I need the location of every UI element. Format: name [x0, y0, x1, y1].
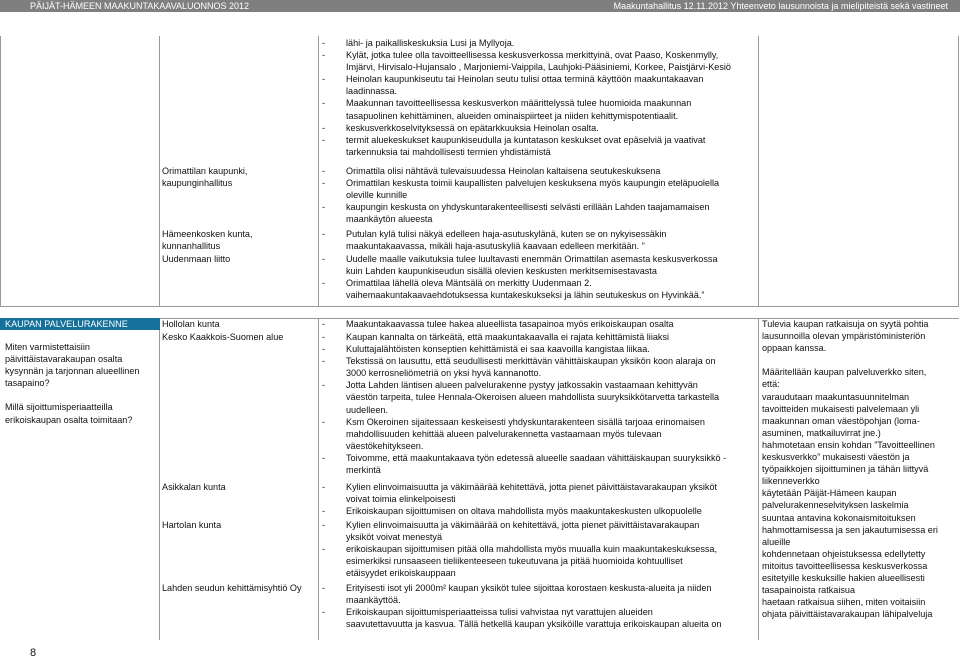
comment-line: - Orimattilan keskusta toimii kaupallisten palvelujen keskuksena myös kaupungin eteläpuolella: [320, 177, 719, 189]
comment-line: - lähi- ja paikalliskeskuksia Lusi ja Myllyoja.: [320, 37, 731, 49]
source-orimattila: [162, 165, 247, 189]
comment-line: - Maakunnan tavoitteellisessa keskusverkon määrittelyssä tulee huomioida maakunnan: [320, 97, 731, 109]
source-kesko: [162, 331, 283, 343]
comment-line: maankäyttöä.: [346, 595, 401, 606]
comment-hartola: [320, 519, 717, 579]
section-questions: [5, 341, 139, 426]
response-line: palvelurakenneselvityksen laskelmia: [762, 500, 909, 511]
response-line: ohjata päivittäistavarakaupan lähipalveluja: [762, 609, 933, 620]
response-line: että:: [762, 379, 780, 390]
question-line: Millä sijoittumisperiaatteilla: [5, 402, 113, 413]
response-line: oppaan kanssa.: [762, 343, 827, 354]
response-line: esitetyille keskuksille hakien alueellisesti: [762, 572, 925, 583]
response-text: [762, 318, 938, 620]
comment-line: - termit aluekeskukset kaupunkiseudulla ja kuntatason keskukset ovat epäselviä ja vaativat: [320, 134, 731, 146]
header-left: PÄIJÄT-HÄMEEN MAAKUNTAKAAVALUONNOS 2012: [30, 1, 250, 11]
comment-asikkala: [320, 481, 717, 517]
comment-line: - Toivomme, että maakuntakaava työn edetessä alueelle saadaan vähittäiskaupan suuryksikkö -: [320, 452, 726, 464]
response-line: varaudutaan maakuntasuunnitelman: [762, 391, 910, 402]
comment-kesko: [320, 331, 726, 476]
question-line: erikoiskaupan osalta toimitaan?: [5, 414, 133, 425]
comment-line: merkintä: [346, 465, 381, 476]
comment-line: - Erikoiskaupan sijoittumisen on oltava mahdollista myös maakuntakeskusten ulkopuolelle: [320, 505, 717, 517]
comment-hameenkoski: [320, 228, 667, 252]
page-number: 8: [30, 647, 37, 659]
comment-line: maankäytön alueesta: [346, 214, 433, 225]
source-line: Hämeenkosken kunta,: [162, 229, 253, 239]
table-divider-2b: [318, 318, 319, 640]
question-line: [5, 389, 139, 401]
response-line: tavoitteiden mukaisesti palvelemaan yli: [762, 403, 920, 414]
source-line: Hollolan kunta: [162, 319, 220, 329]
comment-hollola: [320, 318, 674, 330]
table-divider-3: [758, 36, 759, 306]
source-uusimaa: [162, 253, 230, 265]
continued-comment-lines: [320, 37, 731, 158]
comment-line: saavutettavuutta ja kasvua. Tällä hetkellä kaupan yksiköille varattuja erikoiskaupan alueita on: [346, 619, 722, 630]
comment-lahden-seudun-kehittamisyhtio: [320, 582, 721, 630]
source-line: kunnanhallitus: [162, 241, 221, 252]
comment-orimattila: [320, 165, 719, 225]
comment-line: väestön tarpeita, tulee Hennala-Okeroisen alueen mahdollista suuryksikkötarvetta tarkastella: [346, 392, 720, 403]
comment-line: - Putulan kylä tulisi näkyä edelleen haja-asutuskylänä, kuten se on nykyisessäkin: [320, 228, 667, 240]
comment-line: - kaupungin keskusta on yhdyskuntarakenteellisesti selvästi erillään Lahden taajamamaisen: [320, 201, 719, 213]
comment-line: tasapuolinen kehittäminen, alueiden ominaispiirteet ja niiden kehittymispotentiaalit.: [346, 110, 679, 121]
comment-line: Imjärvi, Hirvisalo-Hujansalo , Marjoniemi-Vaippila, Lauhjoki-Pääsiniemi, Korkee, Paistjärvi-Kesiö: [346, 62, 731, 73]
comment-line: - Orimattila olisi nähtävä tulevaisuudessa Heinolan kaltaisena seutukeskuksena: [320, 165, 719, 177]
response-line: haetaan ratkaisua siihen, miten voitaisiin: [762, 597, 926, 608]
response-line: [762, 354, 938, 366]
comment-line: - Ksm Okeroinen sijaitessaan keskeisesti yhdyskuntarakenteen sisällä tarjoaa erinomaisen: [320, 416, 726, 428]
source-line: Hartolan kunta: [162, 520, 222, 530]
response-line: käytetään Päijät-Hämeen kaupan: [762, 488, 897, 499]
source-line: Kesko Kaakkois-Suomen alue: [162, 332, 284, 342]
comment-line: oleville kunnille: [346, 190, 408, 201]
response-line: lausunnoilla olevan ympäristöministeriön: [762, 331, 926, 342]
comment-line: - Erikoiskaupan sijoittumisperiaatteissa tulisi vahvistaa nyt varattujen alueiden: [320, 606, 721, 618]
table-divider-1: [159, 36, 160, 306]
table-divider-2: [318, 36, 319, 306]
table-border-left: [0, 36, 1, 306]
comment-line: - Kuluttajalähtöisten konseptien kehittämistä ei saa kaavoilla kangistaa liikaa.: [320, 343, 726, 355]
comment-line: voivat toimia elinkelpoisesti: [346, 494, 456, 505]
response-line: suuntaa antavina kokonaismitoituksen: [762, 512, 916, 523]
comment-line: - keskusverkkoselvityksessä on epätarkkuuksia Heinolan osalta.: [320, 122, 731, 134]
response-line: mitoitus tavoitteellisessa keskusverkossa: [762, 560, 928, 571]
response-line: hahmotetaan ensin kohdan ”Tavoitteellinen: [762, 439, 935, 450]
comment-line: tarkennuksia tai mahdollisesti termien yhdistämistä: [346, 146, 551, 157]
comment-line: kuin Lahden kaupunkiseudun sisällä olevien keskusten merkitsemisestavasta: [346, 266, 657, 277]
header-right: Maakuntahallitus 12.11.2012 Yhteenveto lausunnoista ja mielipiteistä sekä vastineet: [613, 1, 948, 11]
source-line: Uudenmaan liitto: [162, 254, 231, 264]
response-line: liikenneverkko: [762, 476, 820, 487]
comment-line: - Tekstissä on lausuttu, että seudullisesti merkittävän vähittäiskaupan yksikön koon alaraja on: [320, 355, 726, 367]
comment-line: etäisyydet erikoiskauppaan: [346, 568, 456, 579]
comment-line: laadinnassa.: [346, 86, 398, 97]
comment-line: - Kaupan kannalta on tärkeätä, että maakuntakaavalla ei rajata kehittämistä liiaksi: [320, 331, 726, 343]
question-line: kysynnän ja tarjonnan alueellinen: [5, 366, 140, 377]
question-line: päivittäistavarakaupan osalta: [5, 354, 123, 365]
response-line: kohdennetaan ohjeistuksessa edellytetty: [762, 548, 926, 559]
comment-line: - Kylien elinvoimaisuutta ja väkimäärää kehitettävä, jotta pienet päivittäistavarakaupan yksiköt: [320, 481, 717, 493]
comment-uusimaa: [320, 253, 718, 301]
question-line: Miten varmistettaisiin: [5, 342, 90, 352]
table-divider-1b: [159, 318, 160, 640]
comment-line: mahdollisuuden kehittää alueen palvelurakennetta vastaamaan myös tulevaan: [346, 428, 662, 439]
source-hollola: [162, 318, 220, 330]
comment-line: - Jotta Lahden läntisen alueen palvelurakenne pystyy jatkossakin vastaamaan kehittyvän: [320, 379, 726, 391]
comment-line: yksiköt voivat menestyä: [346, 532, 443, 543]
response-line: asuminen, matkailuvirrat jne.): [762, 427, 881, 438]
source-hartola: [162, 519, 221, 531]
comment-line: - Erityisesti isot yli 2000m² kaupan yksiköt tulee sijoittaa korostaen keskusta-alueita ja niiden: [320, 582, 721, 594]
source-line: Orimattilan kaupunki,: [162, 166, 248, 176]
comment-line: uudelleen.: [346, 404, 388, 415]
response-line: keskusverkko” mukaisesti väestön ja: [762, 452, 910, 463]
comment-line: 3000 kerrosneliömetriä on yksi hyvä kannanotto.: [346, 368, 542, 379]
section-title-band: [0, 318, 160, 330]
response-line: Tulevia kaupan ratkaisuja on syytä pohtia: [762, 319, 929, 329]
section-title: KAUPAN PALVELURAKENNE: [5, 319, 128, 329]
comment-line: - Kylien elinvoimaisuutta ja väkimäärää on kehitettävä, jotta pienet päivittäistavarakaupan: [320, 519, 717, 531]
source-line: Lahden seudun kehittämisyhtiö Oy: [162, 583, 302, 593]
comment-line: esimerkiksi runsaaseen tieliikenteeseen tukeutuvana ja pitää huomioida kohtuulliset: [346, 556, 683, 567]
comment-line: - Maakuntakaavassa tulee hakea alueellista tasapainoa myös erikoiskaupan osalta: [320, 318, 674, 330]
comment-line: - erikoiskaupan sijoittumisen pitää olla mahdollista myös muualla kuin maakuntakeskuksessa,: [320, 543, 717, 555]
running-header: [0, 0, 960, 12]
source-hameenkoski: [162, 228, 253, 252]
comment-line: - Kylät, jotka tulee olla tavoitteellisessa keskusverkossa merkittyinä, ovat Paaso, Koskenmylly,: [320, 49, 731, 61]
source-asikkala: [162, 481, 226, 493]
question-line: tasapaino?: [5, 378, 50, 389]
response-line: hahmottamisessa ja sen jakautumisessa eri: [762, 524, 938, 535]
comment-line: vaihemaakuntakaavaehdotuksessa kuntakeskukseksi ja lähin seutukeskus on Hyvinkää.”: [346, 290, 705, 301]
comment-line: - Heinolan kaupunkiseutu tai Heinolan seutu tulisi ottaa terminä käyttöön maakuntakaavan: [320, 73, 731, 85]
response-line: alueille: [762, 536, 791, 547]
source-line: Asikkalan kunta: [162, 482, 226, 492]
table-border-right: [958, 36, 959, 306]
source-line: kaupunginhallitus: [162, 178, 233, 189]
comment-line: väestökehitykseen.: [346, 440, 424, 451]
response-line: tasapainoista ratkaisua: [762, 585, 856, 596]
comment-line: maakuntakaavassa, mikäli haja-asutuskyliä kaavaan edelleen merkitään. ”: [346, 241, 645, 252]
response-line: maakunnan oman väestöpohjan (loma-: [762, 415, 920, 426]
comment-line: - Uudelle maalle vaikutuksia tulee luultavasti enemmän Orimattilan asemasta keskusverkossa: [320, 253, 718, 265]
table-bottom-line: [0, 306, 959, 307]
source-lahden-seudun-kehittamisyhtio: [162, 582, 302, 594]
comment-line: - Orimattilaa lähellä oleva Mäntsälä on merkitty Uudenmaan 2.: [320, 277, 718, 289]
response-line: Määritellään kaupan palveluverkko siten,: [762, 367, 927, 378]
table-divider-3b: [758, 318, 759, 640]
response-line: työpaikkojen sijoittuminen ja tähän liittyvä: [762, 464, 929, 475]
